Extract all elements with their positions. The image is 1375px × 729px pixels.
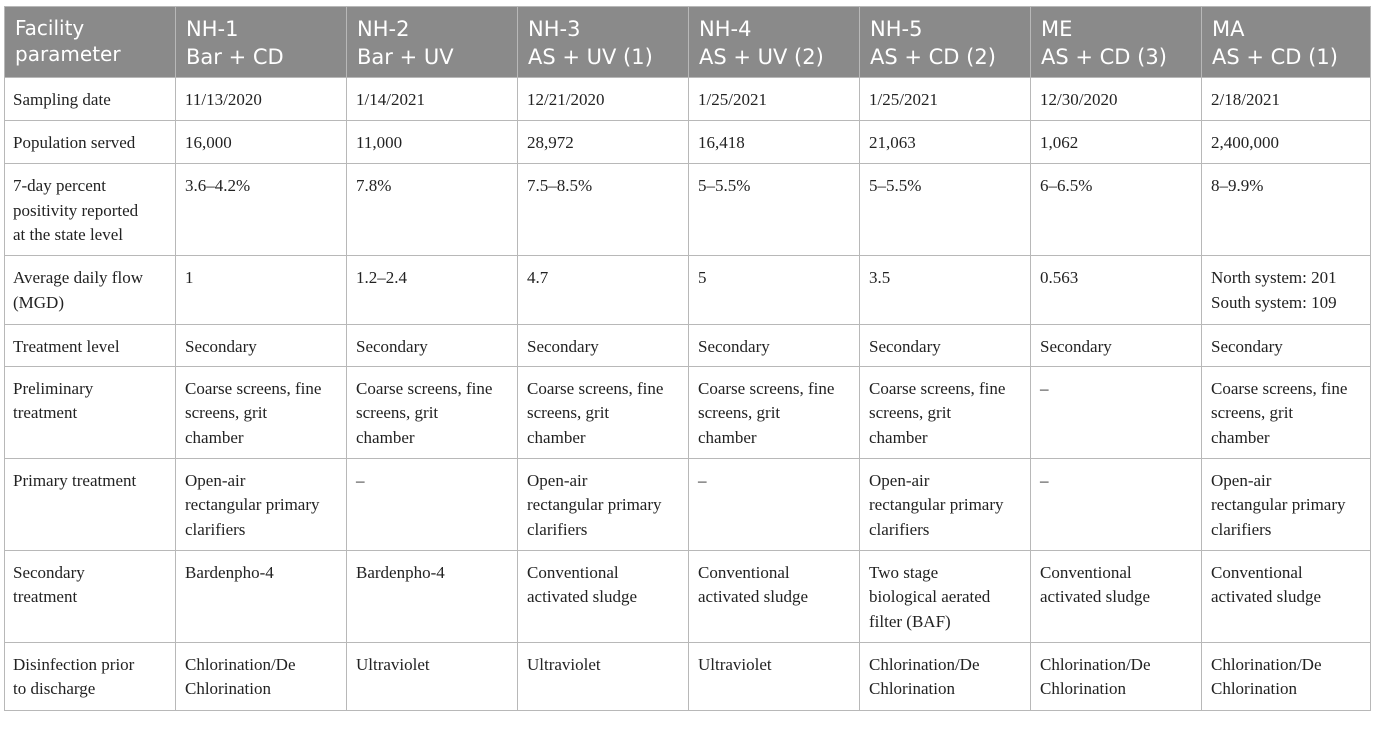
value-line: – <box>1040 470 1049 490</box>
header-parameter-cell <box>5 7 176 78</box>
parameter-label-line: 7-day percent <box>13 176 106 195</box>
value-line: Coarse screens, fine <box>1211 378 1348 398</box>
value-line: Bardenpho-4 <box>356 562 445 582</box>
parameter-label-line: Disinfection prior <box>13 654 135 674</box>
value-line: 3.5 <box>869 268 891 287</box>
value-line: 8–9.9% <box>1211 176 1264 195</box>
parameter-label-line: Preliminary <box>13 378 94 398</box>
header-parameter-line: Facility <box>15 16 85 40</box>
value-cell <box>689 550 860 642</box>
value-line: – <box>698 470 707 490</box>
value-cell <box>860 366 1031 458</box>
value-cell <box>518 550 689 642</box>
value-line: Chlorination <box>185 679 271 698</box>
value-line: activated sludge <box>698 587 808 606</box>
value-cell <box>1202 256 1371 325</box>
value-line: Chlorination <box>1040 679 1126 698</box>
value-cell <box>689 642 860 710</box>
parameter-cell <box>5 642 176 710</box>
value-line: filter (BAF) <box>869 611 951 631</box>
value-line: 11,000 <box>356 133 403 152</box>
value-line: Chlorination/De <box>869 654 980 674</box>
value-line: chamber <box>698 427 757 447</box>
value-line: screens, grit <box>185 403 268 422</box>
parameter-label-line: Treatment level <box>13 337 120 356</box>
value-line: Conventional <box>1211 562 1303 582</box>
parameter-label-line: Sampling date <box>13 90 111 109</box>
value-cell <box>176 256 347 325</box>
value-line: Coarse screens, fine <box>356 378 493 398</box>
value-line: 6–6.5% <box>1040 176 1093 195</box>
value-cell <box>176 366 347 458</box>
facility-process: AS + CD (1) <box>1212 45 1338 69</box>
value-cell <box>1202 550 1371 642</box>
value-line: rectangular primary <box>185 495 320 514</box>
value-cell <box>860 256 1031 325</box>
parameter-cell <box>5 325 176 367</box>
value-line: rectangular primary <box>869 495 1004 514</box>
parameter-label-line: Primary treatment <box>13 470 137 490</box>
value-cell <box>176 325 347 367</box>
parameter-label-line: (MGD) <box>13 292 64 312</box>
value-cell <box>860 642 1031 710</box>
parameter-label-line: Average daily flow <box>13 268 143 287</box>
facility-process: Bar + UV <box>357 45 454 69</box>
table-row <box>5 164 1371 256</box>
value-cell <box>518 164 689 256</box>
value-line: clarifiers <box>185 519 246 539</box>
parameter-label-line: at the state level <box>13 225 123 244</box>
value-line: 1/25/2021 <box>698 90 767 109</box>
value-line: 5 <box>698 268 707 287</box>
facility-name: ME <box>1041 17 1073 41</box>
value-cell <box>347 256 518 325</box>
value-cell <box>347 121 518 164</box>
value-line: 4.7 <box>527 268 549 287</box>
value-cell <box>518 366 689 458</box>
parameter-cell <box>5 458 176 550</box>
value-line: Chlorination <box>869 679 955 698</box>
value-line: Conventional <box>527 562 619 582</box>
value-line: 3.6–4.2% <box>185 176 251 195</box>
value-line: screens, grit <box>869 403 952 422</box>
facility-process: AS + UV (1) <box>528 45 653 69</box>
parameter-cell <box>5 550 176 642</box>
value-cell <box>860 78 1031 121</box>
parameter-label-line: Secondary <box>13 562 85 582</box>
value-line: 16,418 <box>698 133 745 152</box>
value-line: chamber <box>869 427 928 447</box>
value-line: activated sludge <box>1211 587 1321 606</box>
value-line: Coarse screens, fine <box>698 378 835 398</box>
facility-table-container <box>4 6 1370 711</box>
value-line: Conventional <box>1040 562 1132 582</box>
value-line: 21,063 <box>869 133 916 152</box>
value-line: Open-air <box>185 470 246 490</box>
parameter-label-line: treatment <box>13 403 78 422</box>
value-line: chamber <box>1211 427 1270 447</box>
value-line: Open-air <box>1211 470 1272 490</box>
parameter-label-line: positivity reported <box>13 200 139 220</box>
parameter-label-line: Population served <box>13 133 136 152</box>
facility-name: NH-5 <box>870 17 923 41</box>
value-cell <box>518 78 689 121</box>
value-line: clarifiers <box>527 519 588 539</box>
value-line: Secondary <box>527 337 599 356</box>
header-facility-cell <box>1202 7 1371 78</box>
value-line: 5–5.5% <box>698 176 751 195</box>
value-cell <box>1031 121 1202 164</box>
value-cell <box>176 121 347 164</box>
value-line: 12/30/2020 <box>1040 90 1118 109</box>
parameter-cell <box>5 256 176 325</box>
value-line: Secondary <box>1040 337 1112 356</box>
value-cell <box>689 458 860 550</box>
parameter-cell <box>5 78 176 121</box>
value-cell <box>176 642 347 710</box>
value-line: 7.5–8.5% <box>527 176 593 195</box>
value-line: Chlorination/De <box>1211 654 1322 674</box>
header-facility-cell <box>176 7 347 78</box>
value-line: Coarse screens, fine <box>527 378 664 398</box>
value-cell <box>860 164 1031 256</box>
value-line: Secondary <box>698 337 770 356</box>
parameter-cell <box>5 121 176 164</box>
value-cell <box>860 121 1031 164</box>
table-row <box>5 550 1371 642</box>
value-line: Ultraviolet <box>356 654 430 674</box>
value-cell <box>1031 366 1202 458</box>
value-cell <box>347 325 518 367</box>
value-cell <box>518 256 689 325</box>
value-cell <box>347 550 518 642</box>
value-line: North system: 201 <box>1211 268 1337 287</box>
value-line: Ultraviolet <box>527 654 601 674</box>
value-line: Secondary <box>869 337 941 356</box>
value-line: rectangular primary <box>1211 495 1346 514</box>
header-row <box>5 7 1371 78</box>
value-line: 2/18/2021 <box>1211 90 1280 109</box>
value-line: Coarse screens, fine <box>869 378 1006 398</box>
facility-parameter-table <box>4 6 1371 711</box>
value-cell <box>347 642 518 710</box>
value-cell <box>518 325 689 367</box>
value-line: activated sludge <box>527 587 637 606</box>
value-line: Open-air <box>869 470 930 490</box>
value-cell <box>689 325 860 367</box>
value-cell <box>860 325 1031 367</box>
table-body <box>5 78 1371 711</box>
facility-name: MA <box>1212 17 1245 41</box>
table-row <box>5 78 1371 121</box>
value-cell <box>1202 366 1371 458</box>
value-line: biological aerated <box>869 587 991 606</box>
value-cell <box>689 256 860 325</box>
facility-name: NH-1 <box>186 17 239 41</box>
value-line: 1/25/2021 <box>869 90 938 109</box>
table-row <box>5 256 1371 325</box>
facility-name: NH-3 <box>528 17 581 41</box>
value-line: 11/13/2020 <box>185 90 262 109</box>
header-facility-cell <box>860 7 1031 78</box>
value-cell <box>689 78 860 121</box>
value-line: Secondary <box>356 337 428 356</box>
value-cell <box>689 164 860 256</box>
value-line: 1.2–2.4 <box>356 268 407 287</box>
value-line: Two stage <box>869 562 939 582</box>
value-cell <box>1031 256 1202 325</box>
value-line: 12/21/2020 <box>527 90 605 109</box>
value-cell <box>347 164 518 256</box>
facility-process: AS + CD (3) <box>1041 45 1167 69</box>
value-line: 1 <box>185 268 194 287</box>
value-line: screens, grit <box>527 403 610 422</box>
value-line: clarifiers <box>1211 519 1272 539</box>
facility-process: AS + CD (2) <box>870 45 996 69</box>
value-line: Chlorination <box>1211 679 1297 698</box>
value-line: clarifiers <box>869 519 930 539</box>
value-cell <box>1202 78 1371 121</box>
facility-process: Bar + CD <box>186 45 284 69</box>
value-line: 2,400,000 <box>1211 133 1279 152</box>
table-row <box>5 458 1371 550</box>
value-cell <box>176 458 347 550</box>
value-cell <box>347 366 518 458</box>
value-line: 16,000 <box>185 133 232 152</box>
value-line: 1/14/2021 <box>356 90 425 109</box>
value-line: Ultraviolet <box>698 654 772 674</box>
value-cell <box>689 366 860 458</box>
value-cell <box>176 550 347 642</box>
facility-name: NH-2 <box>357 17 410 41</box>
value-line: 7.8% <box>356 176 392 195</box>
value-line: Chlorination/De <box>185 654 296 674</box>
table-row <box>5 325 1371 367</box>
value-cell <box>1031 78 1202 121</box>
value-line: Coarse screens, fine <box>185 378 322 398</box>
facility-name: NH-4 <box>699 17 752 41</box>
parameter-cell <box>5 164 176 256</box>
value-line: rectangular primary <box>527 495 662 514</box>
value-line: chamber <box>527 427 586 447</box>
value-cell <box>1202 325 1371 367</box>
value-line: Chlorination/De <box>1040 654 1151 674</box>
facility-process: AS + UV (2) <box>699 45 824 69</box>
value-line: Conventional <box>698 562 790 582</box>
value-cell <box>347 458 518 550</box>
value-cell <box>347 78 518 121</box>
value-line: screens, grit <box>356 403 439 422</box>
value-cell <box>176 78 347 121</box>
value-line: activated sludge <box>1040 587 1150 606</box>
value-line: 0.563 <box>1040 268 1079 287</box>
value-line: South system: 109 <box>1211 292 1337 312</box>
table-row <box>5 121 1371 164</box>
value-cell <box>176 164 347 256</box>
value-cell <box>518 458 689 550</box>
value-cell <box>1202 458 1371 550</box>
value-line: Secondary <box>185 337 257 356</box>
value-cell <box>860 550 1031 642</box>
value-line: – <box>356 470 365 490</box>
parameter-label-line: treatment <box>13 587 78 606</box>
value-cell <box>1031 325 1202 367</box>
value-line: 5–5.5% <box>869 176 922 195</box>
value-line: chamber <box>185 427 244 447</box>
value-cell <box>518 121 689 164</box>
value-cell <box>518 642 689 710</box>
value-line: 1,062 <box>1040 133 1079 152</box>
value-line: screens, grit <box>1211 403 1294 422</box>
value-cell <box>860 458 1031 550</box>
value-line: Secondary <box>1211 337 1283 356</box>
parameter-label-line: to discharge <box>13 679 96 698</box>
value-line: Open-air <box>527 470 588 490</box>
header-facility-cell <box>347 7 518 78</box>
header-facility-cell <box>518 7 689 78</box>
table-row <box>5 642 1371 710</box>
value-line: – <box>1040 378 1049 398</box>
value-line: Bardenpho-4 <box>185 562 274 582</box>
value-line: screens, grit <box>698 403 781 422</box>
value-line: 28,972 <box>527 133 574 152</box>
value-cell <box>1031 458 1202 550</box>
value-cell <box>1031 642 1202 710</box>
parameter-cell <box>5 366 176 458</box>
value-line: chamber <box>356 427 415 447</box>
header-parameter-line: parameter <box>15 42 121 66</box>
value-cell <box>689 121 860 164</box>
value-cell <box>1202 164 1371 256</box>
table-row <box>5 366 1371 458</box>
value-cell <box>1031 550 1202 642</box>
header-facility-cell <box>689 7 860 78</box>
value-cell <box>1202 642 1371 710</box>
header-facility-cell <box>1031 7 1202 78</box>
value-cell <box>1031 164 1202 256</box>
value-cell <box>1202 121 1371 164</box>
